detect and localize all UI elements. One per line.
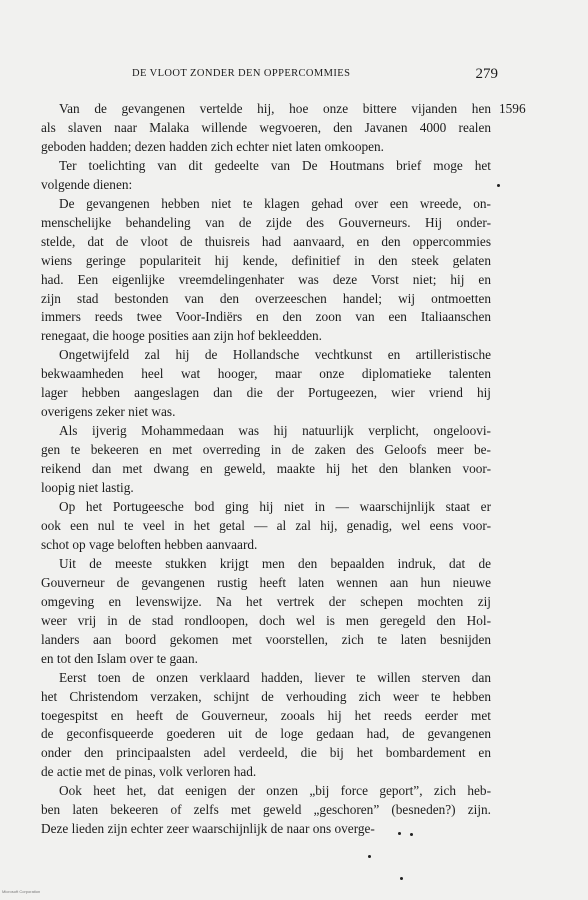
page-header (60, 66, 506, 84)
text-line: Gouverneur de gevangenen rustig heeft laten wennen aan hun nieuwe (41, 574, 491, 590)
paragraph (41, 498, 491, 555)
text-line: Ook heet het, dat eenigen der onzen „bij force geport”, zich heb- (59, 783, 491, 799)
body-text (41, 100, 491, 839)
text-line: bekwaamheden heel wat hooger, maar onze diplomatieke talenten (41, 366, 491, 382)
ink-speck (410, 833, 413, 836)
text-line: menschelijke behandeling van de zijde des Gouverneurs. Hij onder- (41, 214, 491, 230)
paragraph (41, 555, 491, 669)
text-line: geboden hadden; dezen hadden zich echter niet laten omkoopen. (41, 138, 384, 154)
text-line: renegaat, die hooge posities aan zijn hof bekleedden. (41, 328, 322, 344)
text-line: had. Een eigenlijke vreemdelingenhater was deze Vorst niet; hij en (41, 271, 491, 287)
paragraph (41, 157, 491, 195)
text-line: Van de gevangenen vertelde hij, hoe onze bittere vijanden hen (59, 101, 491, 116)
text-line: loopig niet lastig. (41, 480, 134, 496)
text-line: wiens geringe populariteit hij kende, definitief in den steek gelaten (41, 252, 491, 268)
text-line: omgeving en levenswijze. Na het vertrek der schepen mochten zij (41, 593, 491, 609)
scan-footer: Microsoft Corporation (2, 889, 41, 894)
text-line: volgende dienen: (41, 176, 133, 192)
text-line: Als ijverig Mohammedaan was hij natuurlijk verplicht, ongeloovi- (59, 423, 491, 439)
text-line: overigens zeker niet was. (41, 404, 176, 420)
text-line: landers aan boord gekomen met voorstellen, zich te laten besnijden (41, 631, 491, 647)
text-line: reikend dan met dwang en geweld, maakte hij het den blanken voor- (41, 461, 491, 477)
text-line: ben laten bekeeren of zelfs met geweld „geschoren” (besneden?) zijn. (41, 802, 491, 818)
paragraph (41, 100, 491, 157)
text-line: Deze lieden zijn echter zeer waarschijnlijk de naar ons overge- (41, 821, 375, 837)
text-line: en tot den Islam over te gaan. (41, 650, 198, 666)
text-line: gen te bekeeren en met overreding in de zaken des Geloofs meer be- (41, 442, 491, 458)
ink-speck (400, 877, 403, 880)
ink-speck (368, 855, 371, 858)
text-line: Ter toelichting van dit gedeelte van De Houtmans brief moge het (59, 157, 491, 173)
ink-speck (497, 184, 500, 187)
paragraph (41, 669, 491, 783)
text-line: De gevangenen hebben niet te klagen gehad over een wreede, on- (59, 195, 491, 211)
text-line: Eerst toen de onzen verklaard hadden, liever te willen sterven dan (59, 669, 491, 685)
text-line: stelde, dat de vloot de thuisreis had aanvaard, en den oppercommies (41, 233, 491, 249)
text-line: onder den principaalsten adel verdeeld, die bij het bombardement en (41, 745, 491, 761)
ink-speck (398, 832, 401, 835)
running-head: DE VLOOT ZONDER DEN OPPERCOMMIES (132, 68, 351, 79)
text-line: Ongetwijfeld zal hij de Hollandsche vechtkunst en artilleristische (59, 347, 491, 363)
text-line: Op het Portugeesche bod ging hij niet in — waarschijnlijk staat er (59, 499, 491, 515)
text-line: toegespitst en heeft de Gouverneur, zooals hij het reeds eerder met (41, 707, 491, 723)
paragraph (41, 782, 491, 839)
text-line: de actie met de pinas, volk verloren had. (41, 764, 257, 780)
text-line: als slaven naar Malaka willende wegvoeren, den Javanen 4000 realen (41, 119, 491, 135)
paragraph (41, 346, 491, 422)
text-line: ook een nul te veel in het getal — al zal hij, genadig, wel eens voor- (41, 517, 491, 533)
text-line: het Christendom verzaken, schijnt de verhouding zich weer te hebben (41, 688, 491, 704)
text-line: Uit de meeste stukken krijgt men den bepaalden indruk, dat de (59, 555, 491, 571)
page-number: 279 (475, 66, 498, 82)
text-line: weer vrij in de stad rondloopen, doch wel is men geregeld den Hol- (41, 612, 491, 628)
margin-year: 1596 (499, 101, 526, 116)
paragraph (41, 422, 491, 498)
text-line: de geconfisqueerde goederen uit de loge gedaan had, de gevangenen (41, 726, 491, 742)
text-line: zijn stad bestonden van den overzeeschen handel; wij ontmoetten (41, 290, 491, 306)
text-line: lager hebben aangeslagen dan die der Portugeezen, wier vriend hij (41, 385, 491, 401)
text-line: schot op vage beloften hebben aanvaard. (41, 536, 258, 552)
text-line: immers reeds twee Voor-Indiërs en den zoon van een Italiaanschen (41, 309, 491, 325)
paragraph (41, 195, 491, 347)
